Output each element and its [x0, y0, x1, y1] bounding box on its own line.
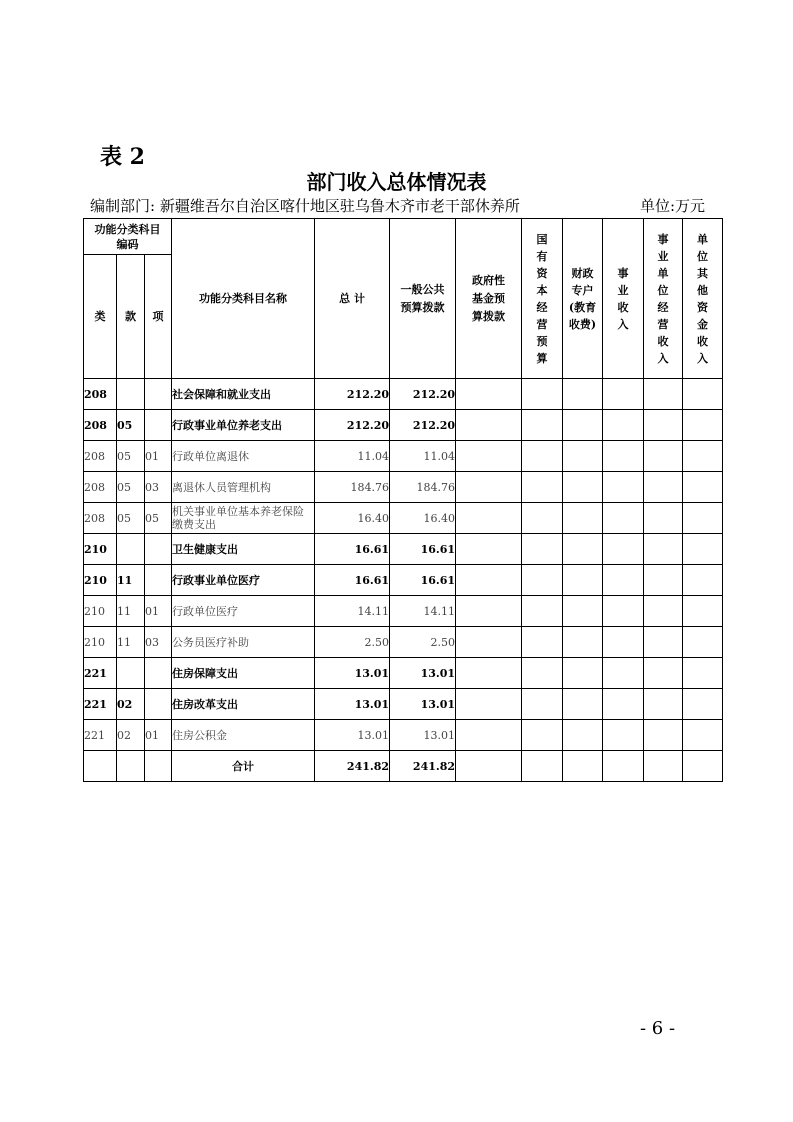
document-title: 部门收入总体情况表	[306, 170, 487, 194]
cell-empty	[456, 751, 522, 782]
header-general-budget	[390, 219, 456, 379]
cell-lei: 210	[84, 565, 117, 596]
header-state-capital-text: 国有资本经营预算	[536, 232, 548, 365]
cell-name: 住房公积金	[172, 720, 315, 751]
cell-total: 16.61	[315, 534, 390, 565]
cell-empty	[522, 751, 563, 782]
cell-empty	[522, 472, 563, 503]
cell-xiang: 01	[145, 720, 172, 751]
cell-empty	[644, 751, 683, 782]
cell-empty	[603, 596, 644, 627]
cell-name: 行政单位离退休	[172, 441, 315, 472]
cell-total: 212.20	[315, 379, 390, 410]
table-row	[84, 689, 723, 720]
cell-empty	[683, 503, 723, 534]
total-row	[84, 751, 723, 782]
cell-name: 行政事业单位医疗	[172, 565, 315, 596]
cell-empty	[522, 689, 563, 720]
cell-empty	[644, 596, 683, 627]
cell-empty	[456, 379, 522, 410]
table-row	[84, 720, 723, 751]
cell-empty	[683, 627, 723, 658]
total-label: 合计	[172, 751, 315, 782]
header-total: 总 计	[315, 219, 390, 379]
cell-empty	[456, 503, 522, 534]
cell-empty	[563, 627, 603, 658]
cell-general: 184.76	[390, 472, 456, 503]
cell-empty	[522, 565, 563, 596]
cell-empty	[644, 472, 683, 503]
header-state-capital	[522, 219, 563, 379]
cell-total: 13.01	[315, 720, 390, 751]
cell-empty	[563, 751, 603, 782]
cell-kuan: 05	[117, 410, 145, 441]
total-total: 241.82	[315, 751, 390, 782]
cell-empty	[522, 627, 563, 658]
table-row	[84, 472, 723, 503]
cell-empty	[456, 689, 522, 720]
cell-xiang: 05	[145, 503, 172, 534]
cell-empty	[522, 720, 563, 751]
header-name: 功能分类科目名称	[172, 219, 315, 379]
cell-empty	[644, 410, 683, 441]
cell-xiang	[145, 379, 172, 410]
table-row	[84, 410, 723, 441]
cell-empty	[683, 565, 723, 596]
table-row	[84, 596, 723, 627]
cell-empty	[644, 565, 683, 596]
cell-total: 14.11	[315, 596, 390, 627]
table-row	[84, 503, 723, 534]
cell-empty	[603, 503, 644, 534]
cell-empty	[603, 658, 644, 689]
cell-xiang: 01	[145, 596, 172, 627]
cell-empty	[603, 689, 644, 720]
cell-empty	[563, 596, 603, 627]
cell-empty	[456, 565, 522, 596]
unit-label: 单位:万元	[640, 197, 706, 215]
cell-empty	[522, 534, 563, 565]
cell-empty	[603, 720, 644, 751]
cell-general: 212.20	[390, 410, 456, 441]
cell-total: 13.01	[315, 689, 390, 720]
header-other-income-text: 单位其他资金收入	[697, 232, 709, 365]
cell-name: 社会保障和就业支出	[172, 379, 315, 410]
cell-name: 住房改革支出	[172, 689, 315, 720]
page-number: - 6 -	[640, 1018, 676, 1039]
header-other-income	[683, 219, 723, 379]
cell-empty	[456, 534, 522, 565]
table-row	[84, 534, 723, 565]
cell-empty	[563, 379, 603, 410]
cell-empty	[603, 410, 644, 441]
cell-kuan: 05	[117, 472, 145, 503]
cell-empty	[522, 379, 563, 410]
cell-xiang	[145, 689, 172, 720]
cell-empty	[683, 658, 723, 689]
cell-empty	[603, 627, 644, 658]
cell-empty	[603, 441, 644, 472]
cell-empty	[603, 534, 644, 565]
header-fiscal-special-text: 财政专户(教育收费)	[568, 266, 597, 331]
cell-kuan: 11	[117, 596, 145, 627]
cell-empty	[603, 751, 644, 782]
header-general-budget-text: 一般公共预算拨款	[400, 282, 445, 314]
cell-kuan: 05	[117, 441, 145, 472]
cell-kuan	[117, 379, 145, 410]
cell-xiang	[145, 534, 172, 565]
cell-xiang	[145, 565, 172, 596]
cell-empty	[117, 751, 145, 782]
cell-empty	[644, 658, 683, 689]
cell-empty	[683, 720, 723, 751]
cell-empty	[522, 441, 563, 472]
header-kuan: 款	[117, 255, 145, 379]
cell-empty	[644, 720, 683, 751]
table-row	[84, 441, 723, 472]
cell-kuan: 02	[117, 720, 145, 751]
table-row	[84, 658, 723, 689]
cell-xiang: 01	[145, 441, 172, 472]
cell-total: 16.61	[315, 565, 390, 596]
cell-name: 公务员医疗补助	[172, 627, 315, 658]
cell-empty	[456, 720, 522, 751]
cell-empty	[683, 751, 723, 782]
income-table	[83, 218, 723, 782]
cell-empty	[644, 441, 683, 472]
cell-lei: 221	[84, 658, 117, 689]
cell-total: 16.40	[315, 503, 390, 534]
cell-empty	[644, 534, 683, 565]
header-lei: 类	[84, 255, 117, 379]
cell-empty	[84, 751, 117, 782]
cell-kuan: 11	[117, 627, 145, 658]
cell-empty	[563, 720, 603, 751]
cell-empty	[644, 503, 683, 534]
cell-empty	[683, 596, 723, 627]
cell-empty	[563, 565, 603, 596]
cell-xiang	[145, 658, 172, 689]
cell-empty	[456, 596, 522, 627]
cell-empty	[603, 565, 644, 596]
cell-empty	[563, 472, 603, 503]
cell-total: 11.04	[315, 441, 390, 472]
header-xiang: 项	[145, 255, 172, 379]
cell-general: 16.61	[390, 565, 456, 596]
cell-empty	[683, 689, 723, 720]
cell-total: 212.20	[315, 410, 390, 441]
cell-lei: 221	[84, 720, 117, 751]
cell-name: 行政事业单位养老支出	[172, 410, 315, 441]
cell-general: 14.11	[390, 596, 456, 627]
cell-lei: 208	[84, 472, 117, 503]
table-label: 表 2	[100, 144, 145, 170]
cell-total: 184.76	[315, 472, 390, 503]
cell-name: 机关事业单位基本养老保险缴费支出	[172, 503, 315, 534]
cell-lei: 210	[84, 534, 117, 565]
cell-empty	[456, 441, 522, 472]
cell-lei: 208	[84, 410, 117, 441]
cell-general: 11.04	[390, 441, 456, 472]
cell-general: 13.01	[390, 720, 456, 751]
cell-empty	[644, 379, 683, 410]
cell-empty	[563, 441, 603, 472]
cell-empty	[603, 472, 644, 503]
cell-empty	[563, 410, 603, 441]
cell-empty	[683, 472, 723, 503]
cell-kuan: 02	[117, 689, 145, 720]
cell-empty	[644, 627, 683, 658]
table-row	[84, 379, 723, 410]
cell-general: 13.01	[390, 658, 456, 689]
cell-empty	[683, 534, 723, 565]
cell-empty	[683, 410, 723, 441]
header-code-group: 功能分类科目编码	[84, 219, 172, 255]
cell-empty	[456, 410, 522, 441]
cell-general: 2.50	[390, 627, 456, 658]
cell-name: 离退休人员管理机构	[172, 472, 315, 503]
cell-kuan: 05	[117, 503, 145, 534]
cell-kuan: 11	[117, 565, 145, 596]
cell-name: 行政单位医疗	[172, 596, 315, 627]
header-fiscal-special	[563, 219, 603, 379]
header-gov-fund	[456, 219, 522, 379]
cell-xiang	[145, 410, 172, 441]
cell-lei: 210	[84, 627, 117, 658]
cell-xiang: 03	[145, 627, 172, 658]
cell-empty	[456, 472, 522, 503]
cell-lei: 208	[84, 441, 117, 472]
cell-kuan	[117, 534, 145, 565]
department-label: 编制部门: 新疆维吾尔自治区喀什地区驻乌鲁木齐市老干部休养所	[90, 197, 520, 215]
cell-kuan	[117, 658, 145, 689]
total-general: 241.82	[390, 751, 456, 782]
cell-total: 2.50	[315, 627, 390, 658]
table-row	[84, 627, 723, 658]
header-business-income	[603, 219, 644, 379]
cell-empty	[683, 441, 723, 472]
cell-lei: 221	[84, 689, 117, 720]
cell-name: 卫生健康支出	[172, 534, 315, 565]
cell-empty	[644, 689, 683, 720]
cell-empty	[683, 379, 723, 410]
cell-empty	[456, 627, 522, 658]
cell-empty	[522, 410, 563, 441]
cell-total: 13.01	[315, 658, 390, 689]
table-body	[84, 379, 723, 782]
cell-empty	[603, 379, 644, 410]
cell-general: 13.01	[390, 689, 456, 720]
header-operating-income	[644, 219, 683, 379]
cell-empty	[563, 503, 603, 534]
cell-general: 16.61	[390, 534, 456, 565]
cell-empty	[563, 689, 603, 720]
cell-lei: 208	[84, 379, 117, 410]
cell-empty	[563, 658, 603, 689]
cell-empty	[522, 503, 563, 534]
cell-lei: 210	[84, 596, 117, 627]
cell-empty	[456, 658, 522, 689]
cell-general: 16.40	[390, 503, 456, 534]
table-row	[84, 565, 723, 596]
cell-empty	[522, 596, 563, 627]
header-gov-fund-text: 政府性基金预算拨款	[472, 273, 506, 323]
header-operating-income-text: 事业单位经营收入	[657, 232, 669, 365]
cell-empty	[145, 751, 172, 782]
cell-lei: 208	[84, 503, 117, 534]
cell-xiang: 03	[145, 472, 172, 503]
header-business-income-text: 事业收入	[617, 266, 629, 331]
cell-empty	[563, 534, 603, 565]
cell-empty	[522, 658, 563, 689]
cell-name: 住房保障支出	[172, 658, 315, 689]
cell-general: 212.20	[390, 379, 456, 410]
